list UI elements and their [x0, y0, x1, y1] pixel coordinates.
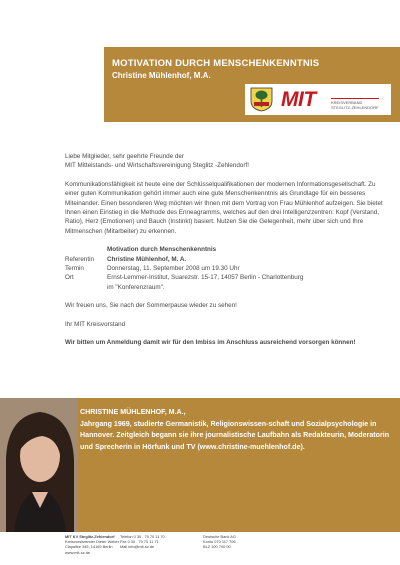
registration-note: Wir bitten um Anmeldung damit wir für den Imbiss im Anschluss ausreichend vorsorgen können! [65, 339, 356, 347]
page-title: MOTIVATION DURCH MENSCHENKENNTNIS [112, 58, 320, 69]
footer-website[interactable]: www.mit-sz.de [65, 549, 91, 555]
speaker-value: Christine Mühlenhof, M. A. [107, 255, 187, 263]
mit-logo [245, 84, 391, 115]
footer-mail[interactable]: Mail info@mit-sz.de [120, 544, 155, 550]
footer-bank [203, 534, 236, 550]
header-banner [104, 47, 400, 122]
date-value: Donnerstag, 11. September 2008 um 19.30 Uhr [107, 265, 240, 273]
mit-logo-subtext [331, 98, 379, 110]
footer-street: Clayallee 345, 14169 Berlin [65, 544, 113, 550]
footer-contact [120, 534, 165, 550]
footer-account: Konto 070 117 706 [203, 539, 236, 545]
event-title: Motivation durch Menschenkenntnis [107, 246, 217, 254]
date-label: Termin [65, 265, 84, 273]
closing-text: Wir freuen uns, Sie nach der Sommerpause wieder zu sehen! [65, 302, 237, 310]
greeting [65, 152, 390, 171]
place-value: Ernst-Lemmer-Institut, Suarezstr. 15-17, 14057 Berlin - Charlottenburg [107, 274, 304, 282]
district-crest-icon [250, 87, 273, 112]
greeting-line-2: MIT Mittelstands- und Wirtschaftsvereinigung Steglitz -Zehlendorf! [65, 162, 249, 170]
mit-logo-text: MIT [281, 88, 316, 111]
footer-chair: Kreisvorsitzender Dieter Weber [65, 539, 119, 545]
bio-description: Jahrgang 1969, studierte Germanistik, Religionswissen-schaft und Sozialpsychologie in Hannover. Zeitgleich begann sie ihre journalistische Laufbahn als Redakteurin, Moderatorin und Sprecherin in Hörfunk und TV (www.christine-muehlenhof.de). [80, 419, 390, 451]
footer-bank-name: Deutsche Bank AG [203, 534, 236, 539]
intro-paragraph: Kommunikationsfähigkeit ist heute eine der Schlüsselqualifikationen der modernen Informationsgesellschaft. Zu einer guten Kommunikation gehört immer auch eine gute Menschenkenntnis als Grundlage für ein besseres Miteinander. Einen besonderen Weg möchten wir Ihnen mit dem Vortrag von Frau Mühlenhof aufzeigen. Sie bietet Ihnen einen Einstieg in die Methode des Enneagramms, welches auf den drei Intelligenzzentren: Kopf (Verstand, Ratio), Herz (Emotionen) und Bauch (Instinkt) basiert. Nutzen Sie die Gelegenheit, mehr über sich und Ihre Mitmenschen (Mitarbeiter) zu erkennen. [65, 180, 383, 235]
bio-text [80, 407, 392, 453]
footer-blz: BLZ 100 700 00 [203, 544, 231, 550]
greeting-line-1: Liebe Mitglieder, sehr geehrte Freunde der [65, 153, 185, 160]
kv-line-2: STEGLITZ-ZEHLENDORF [331, 105, 379, 110]
footer-org-name: MIT KV Steglitz-Zehlendorf [65, 534, 115, 539]
footer-phone: Telefon 0 30 . 79 70 11 70 [120, 534, 165, 539]
signoff: Ihr MIT Kreisvorstand [65, 320, 126, 328]
kv-line-1: KREISVERBAND [331, 100, 363, 105]
footer-fax: Fax 0 30 . 79 70 11 71 [120, 539, 159, 545]
page-subtitle: Christine Mühlenhof, M.A. [112, 71, 211, 80]
place-label: Ort [65, 274, 74, 282]
event-details [65, 245, 390, 292]
speaker-label: Referentin [65, 255, 95, 263]
footer-address [65, 534, 119, 555]
speaker-photo [0, 398, 78, 532]
room-value: im "Konferenzraum". [107, 283, 165, 291]
letter-body [65, 152, 390, 357]
bio-name: CHRISTINE MÜHLENHOF, M.A., [80, 408, 186, 416]
